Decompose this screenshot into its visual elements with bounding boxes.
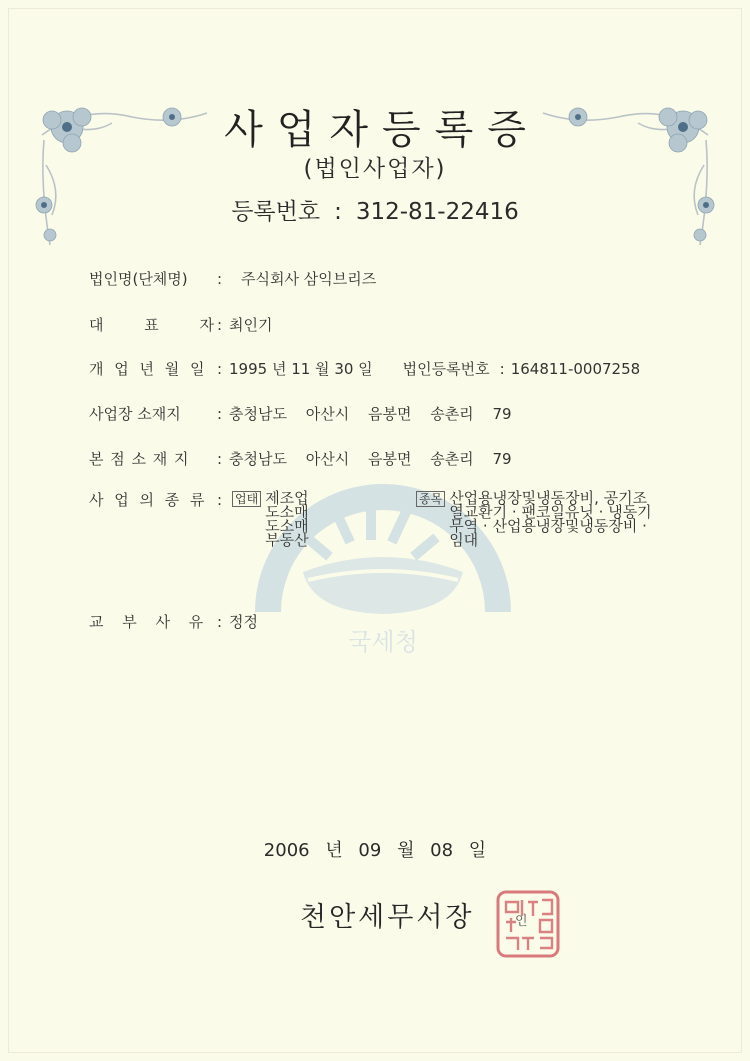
business-type-row: [89, 489, 229, 510]
head-office-address-value: 충청남도 아산시 음봉면 송촌리 79: [229, 450, 512, 468]
registration-number-line: [0, 193, 750, 226]
category-item: 제조업: [265, 489, 309, 507]
head-office-address-colon: :: [217, 450, 223, 468]
representative-value: 최인기: [229, 316, 273, 334]
registration-number-value: 312-81-22416: [355, 199, 519, 225]
issue-date: 2006 년 09 월 08 일: [263, 840, 487, 861]
corp-registration-value: 164811-0007258: [510, 360, 641, 378]
seal-mark: 인: [515, 914, 528, 929]
corp-name-value: 주식회사 삼익브리즈: [241, 270, 377, 288]
head-office-address-label: 본 점 소 재 지: [89, 450, 189, 468]
business-category-block: [232, 491, 309, 547]
category-item: 도소매: [265, 517, 309, 535]
issue-reason-value: 정정: [229, 613, 258, 631]
opening-date-value: 1995 년 11 월 30 일: [229, 360, 373, 378]
svg-text:국세청: 국세청: [348, 628, 418, 656]
business-item-block: [416, 491, 652, 547]
head-office-address-row: [89, 448, 512, 469]
business-address-label: 사업장 소재지: [89, 405, 181, 423]
issue-reason-row: [89, 611, 258, 632]
opening-date-label: 개 업 년 월 일: [89, 360, 205, 378]
certificate-title: 사업자등록증: [224, 107, 540, 153]
category-item: 도소매: [265, 503, 309, 521]
opening-date-colon: :: [217, 360, 223, 378]
business-item: 임대: [449, 531, 479, 549]
item-tag: 종목: [416, 491, 445, 507]
category-item: 부동산: [265, 531, 309, 549]
corp-registration-colon: :: [499, 360, 505, 378]
issuing-office: 천안세무서장: [300, 902, 475, 933]
business-address-row: [89, 403, 512, 424]
registration-number-colon: :: [334, 199, 342, 225]
representative-row: [89, 314, 272, 335]
official-seal-stamp: [492, 888, 564, 960]
certificate-subtitle: (법인사업자): [303, 156, 447, 182]
business-address-colon: :: [217, 405, 223, 423]
issue-reason-label: 교 부 사 유: [89, 613, 204, 631]
business-type-colon: :: [217, 491, 223, 509]
representative-label: 대 표 자: [89, 316, 215, 334]
business-item: 산업용냉장및냉동장비, 공기조: [449, 489, 648, 507]
business-item: 무역 · 산업용냉장및냉동장비 ·: [449, 517, 647, 535]
business-item: 열교환기 · 팬코일유닛 · 냉동기: [449, 503, 652, 521]
corp-registration-label: 법인등록번호: [402, 360, 490, 378]
opening-date-row: [89, 358, 640, 379]
business-type-label: 사 업 의 종 류: [89, 491, 205, 509]
corp-name-label: 법인명(단체명): [89, 270, 188, 288]
issue-reason-colon: :: [217, 613, 223, 631]
representative-colon: :: [217, 316, 223, 334]
corp-name-colon: :: [217, 270, 223, 288]
registration-number-label: 등록번호: [231, 199, 321, 225]
business-address-value: 충청남도 아산시 음봉면 송촌리 79: [229, 405, 512, 423]
corp-name-row: [89, 268, 376, 289]
category-tag: 업태: [232, 491, 261, 507]
